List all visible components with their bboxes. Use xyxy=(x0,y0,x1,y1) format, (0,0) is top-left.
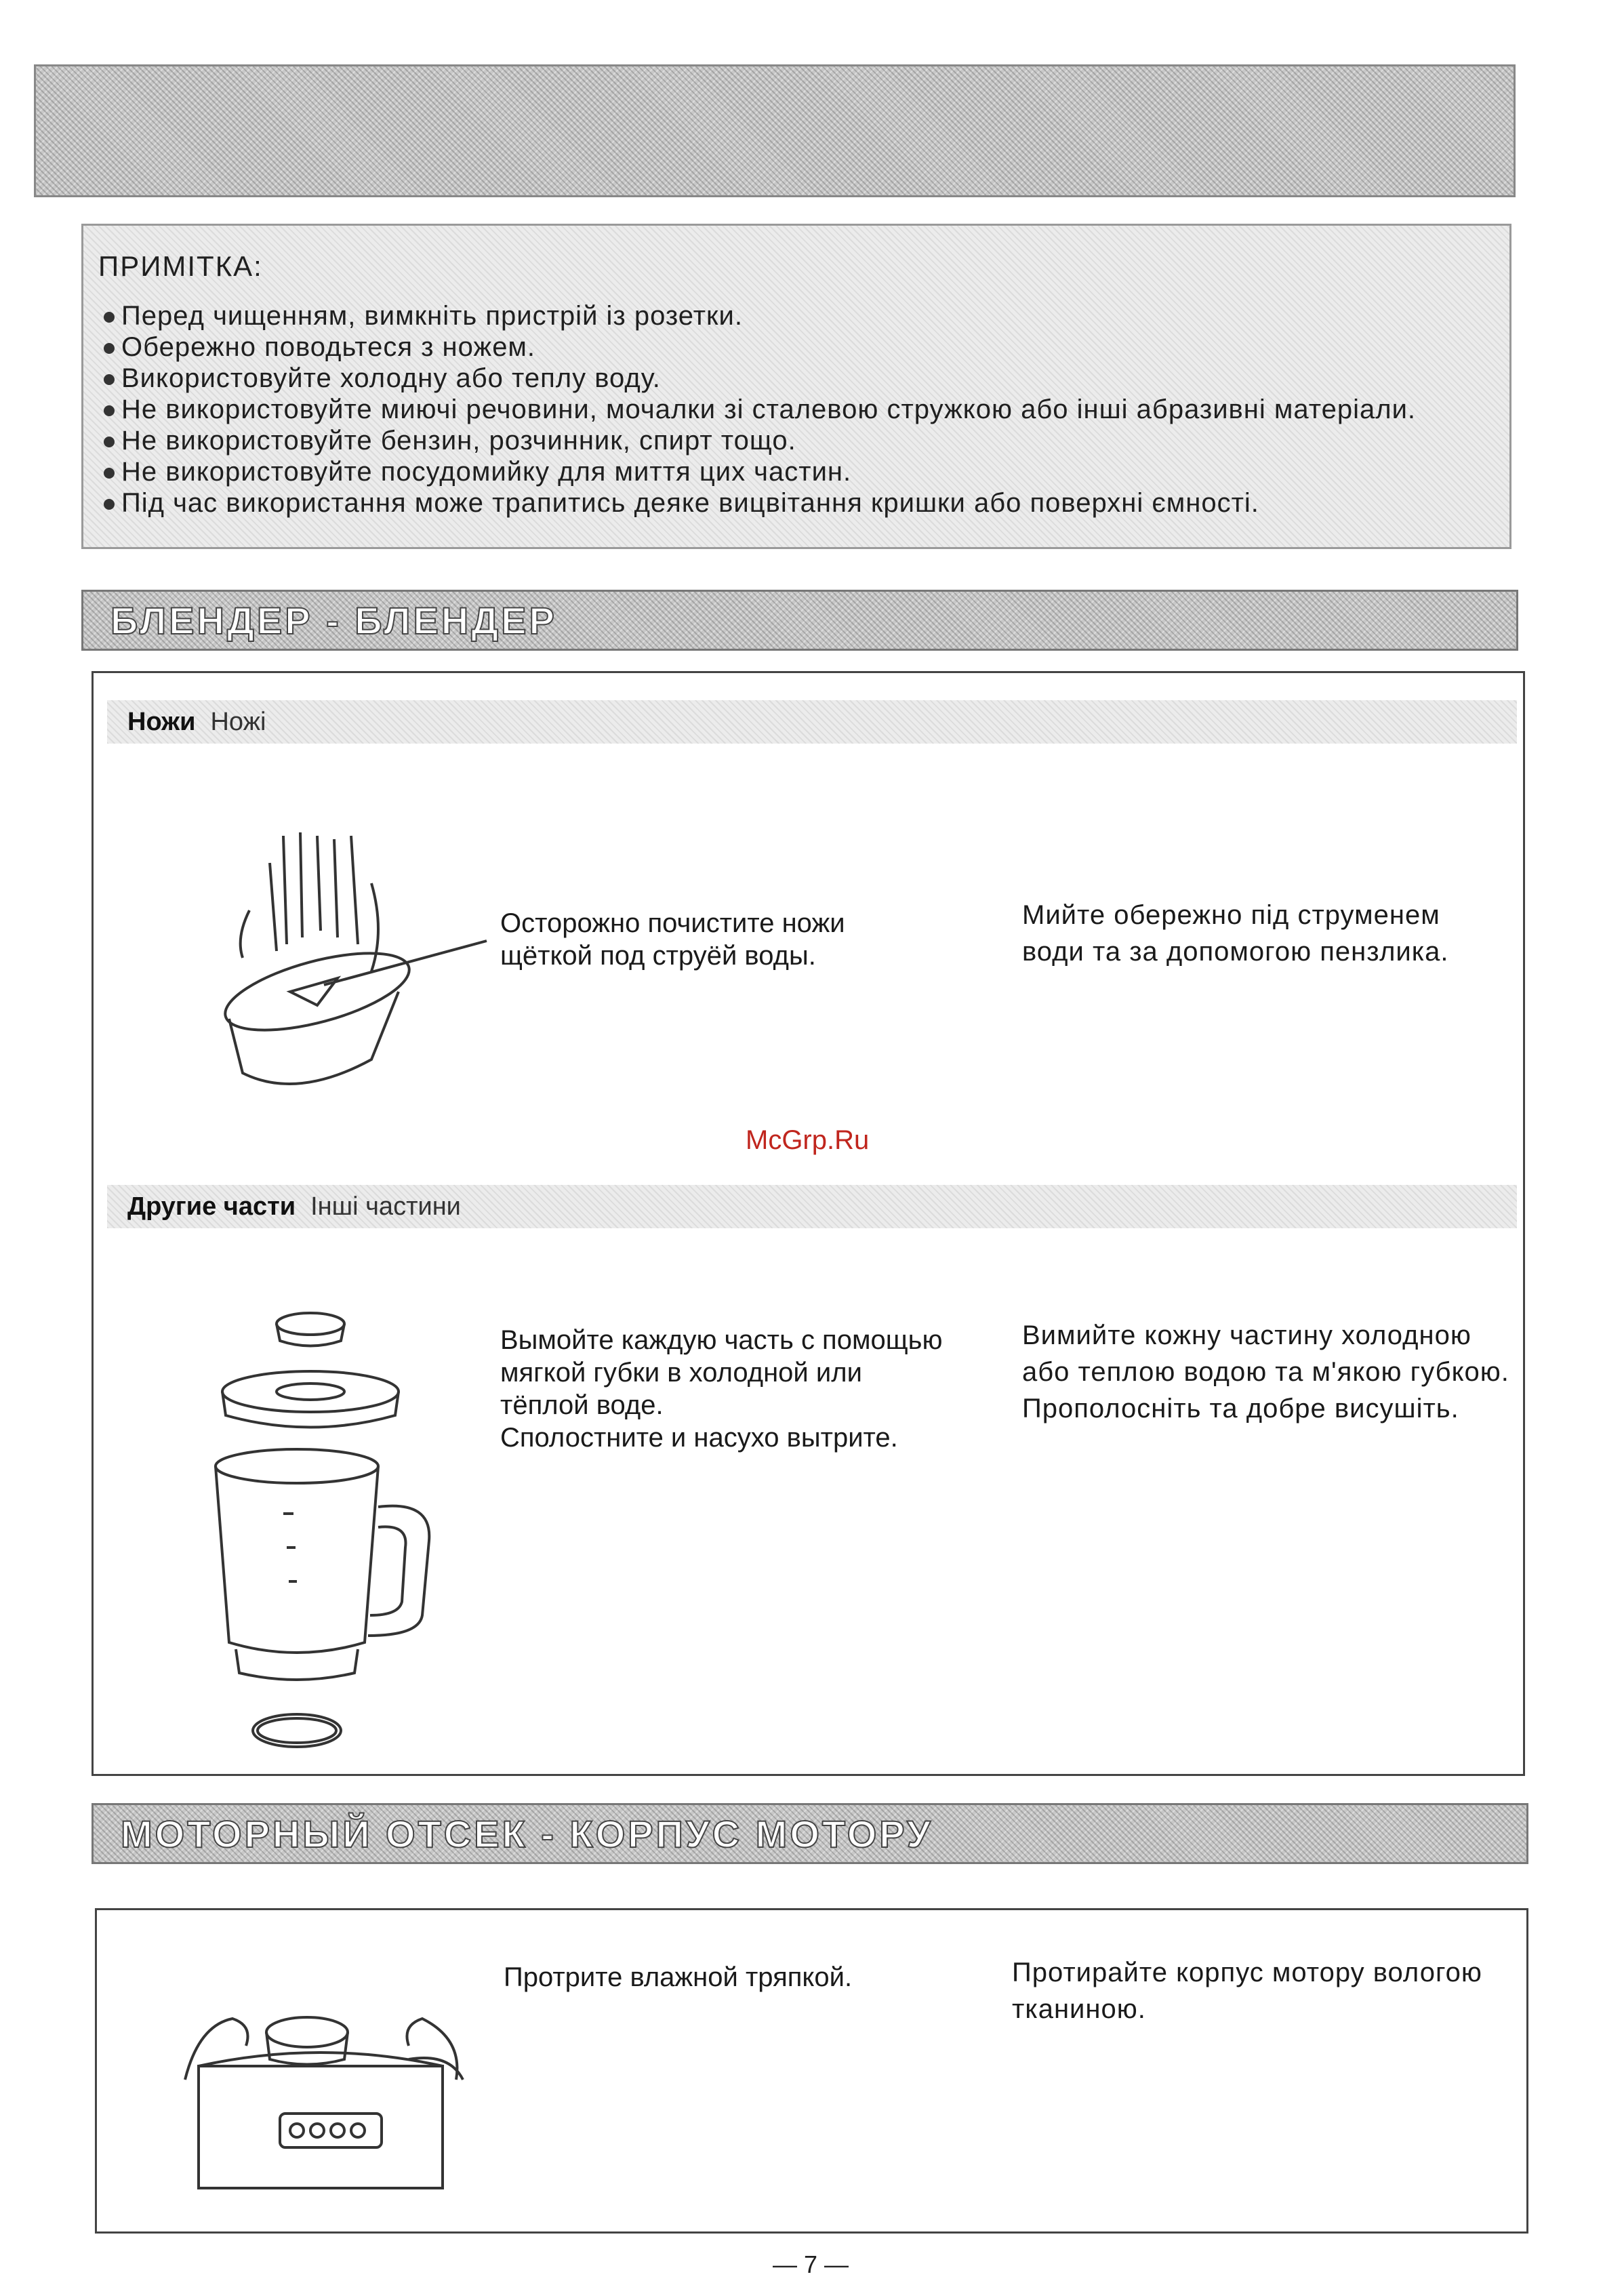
note-title: ПРИМІТКА: xyxy=(98,250,263,282)
note-item: Не використовуйте бензин, розчинник, спирт тощо. xyxy=(104,425,1416,456)
bullet-icon xyxy=(104,499,115,510)
motor-section-box xyxy=(95,1908,1528,2234)
motor-wiping-illustration xyxy=(171,1985,497,2208)
knife-cleaning-illustration xyxy=(168,822,521,1107)
note-item: Не використовуйте миючі речовини, мочалки зі сталевою стружкою або інші абразивні матеріали. xyxy=(104,394,1416,425)
note-item: Обережно поводьтеся з ножем. xyxy=(104,331,1416,363)
motor-text-ua: Протирайте корпус мотору вологою тканиною. xyxy=(1012,1958,1482,2024)
note-item: Під час використання може трапитись деяке вицвітання кришки або поверхні ємності. xyxy=(104,487,1416,519)
other-parts-subheading: Другие части Інші частини xyxy=(107,1185,1517,1228)
top-banner xyxy=(34,64,1516,197)
motor-text-ru: Протрите влажной тряпкой. xyxy=(504,1962,853,1992)
note-list xyxy=(104,300,1416,519)
note-box xyxy=(81,224,1511,549)
bullet-icon xyxy=(104,437,115,447)
note-item: Перед чищенням, вимкніть пристрій із розетки. xyxy=(104,300,1416,331)
watermark: McGrp.Ru xyxy=(746,1125,870,1155)
blender-parts-illustration xyxy=(161,1297,460,1758)
blender-section-box xyxy=(92,671,1525,1776)
blender-section-heading: БЛЕНДЕР - БЛЕНДЕР xyxy=(81,590,1518,651)
bullet-icon xyxy=(104,468,115,479)
knives-text-ua: Мийте обережно під струменем води та за допомогою пензлика. xyxy=(1022,900,1449,967)
page-number: — 7 — xyxy=(773,2250,849,2278)
knives-text-ru: Осторожно почистите ножи щёткой под струёй воды. xyxy=(500,908,845,971)
bullet-icon xyxy=(104,312,115,323)
motor-section-heading: МОТОРНЫЙ ОТСЕК - КОРПУС МОТОРУ xyxy=(92,1803,1528,1864)
knives-subheading: Ножи Ножі xyxy=(107,700,1517,744)
bullet-icon xyxy=(104,374,115,385)
note-item: Не використовуйте посудомийку для миття цих частин. xyxy=(104,456,1416,487)
note-item: Використовуйте холодну або теплу воду. xyxy=(104,363,1416,394)
bullet-icon xyxy=(104,343,115,354)
bullet-icon xyxy=(104,405,115,416)
other-parts-text-ru: Вымойте каждую часть с помощью мягкой губки в холодной или тёплой воде. Сполостните и насухо вытрите. xyxy=(500,1325,943,1453)
other-parts-text-ua: Вимийте кожну частину холодною або теплою водою та м'якою губкою. Прополосніть та добре висушіть. xyxy=(1022,1320,1509,1423)
